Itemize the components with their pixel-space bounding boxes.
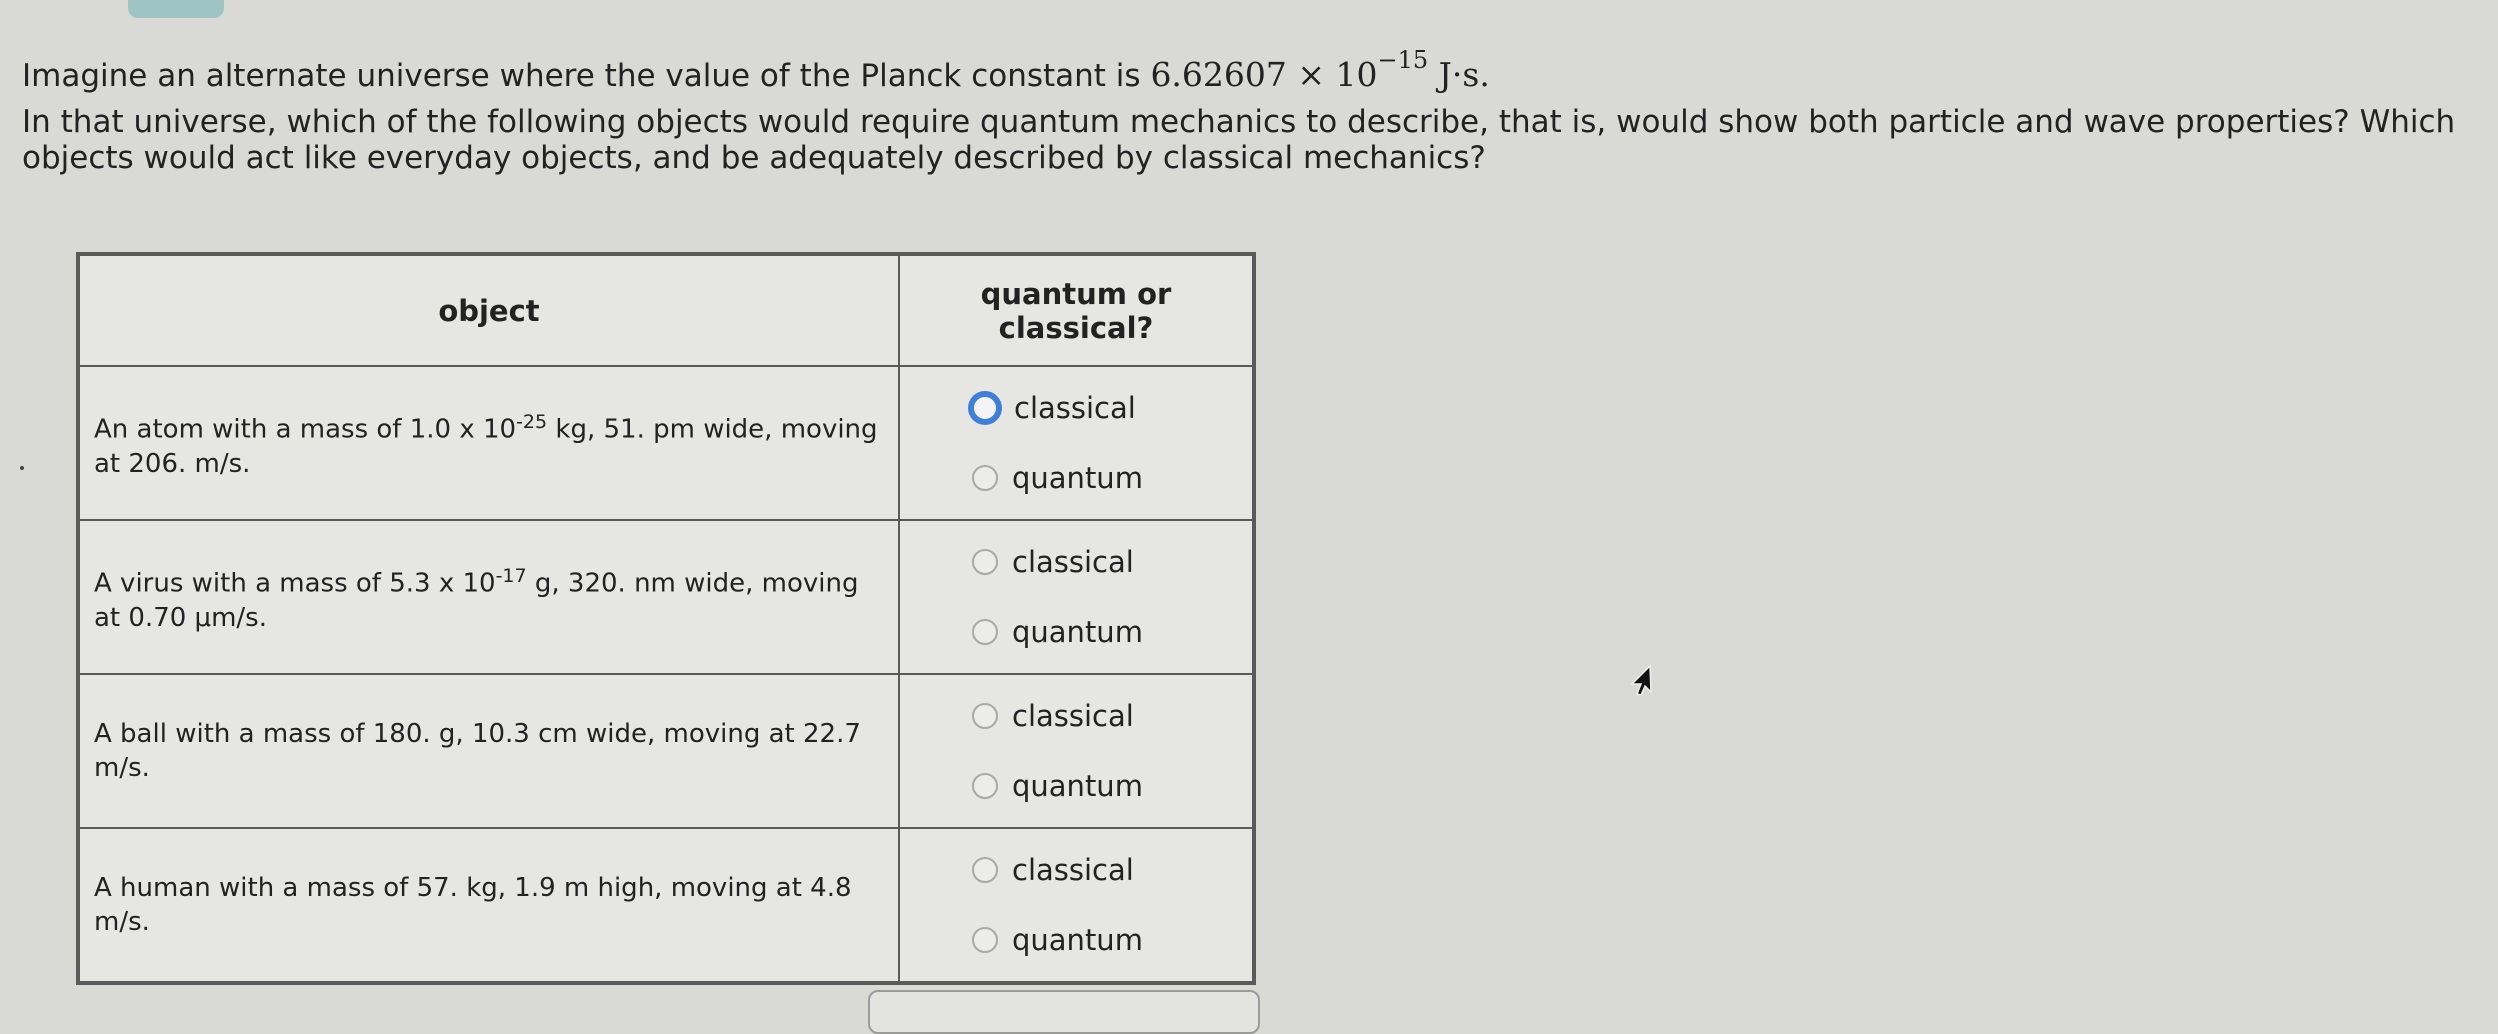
object-description (79, 674, 899, 828)
option-label: quantum (1012, 769, 1143, 804)
marker-dot (20, 466, 24, 470)
option-label: classical (1012, 699, 1134, 734)
choice-column-header: quantum or classical? (899, 255, 1253, 366)
object-description (79, 828, 899, 982)
planck-value (1150, 46, 1490, 94)
object-text-continued: kg, 51. pm wide, moving at 206. m/s. (94, 414, 878, 479)
question-paragraph: In that universe, which of the following objects would require quantum mechanics to describe, that is, would show both particle and wave properties? Which objects would act like everyday objects, and be adequately described by classical mechanics? (22, 104, 2456, 176)
object-text: A ball with a mass of 180. g, 10.3 cm wide, moving at 22.7 m/s. (94, 719, 861, 784)
option-label: quantum (1012, 615, 1143, 650)
option-label: quantum (1012, 461, 1143, 496)
answer-table (76, 252, 1256, 985)
option-classical[interactable] (972, 681, 1251, 751)
table-header-row (79, 255, 1253, 366)
question-intro: Imagine an alternate universe where the value of the Planck constant is (22, 58, 1151, 94)
object-text: A virus with a mass of 5.3 x 10 (94, 568, 496, 599)
table-row (79, 366, 1253, 520)
option-label: classical (1014, 391, 1136, 426)
object-text: A human with a mass of 57. kg, 1.9 m high, moving at 4.8 m/s. (94, 873, 852, 938)
option-classical[interactable] (972, 527, 1251, 597)
planck-unit: J·s. (1428, 55, 1490, 94)
radio-button[interactable] (972, 773, 998, 799)
mouse-pointer-icon (1628, 662, 1658, 698)
option-quantum[interactable] (972, 751, 1251, 821)
table-row (79, 828, 1253, 982)
choice-cell (899, 674, 1253, 828)
choice-cell (899, 366, 1253, 520)
radio-button[interactable] (972, 857, 998, 883)
option-classical[interactable] (972, 373, 1251, 443)
radio-button[interactable] (972, 619, 998, 645)
radio-button[interactable] (968, 391, 1002, 425)
option-classical[interactable] (972, 835, 1251, 905)
object-column-header: object (79, 255, 899, 366)
table-row (79, 520, 1253, 674)
object-description (79, 366, 899, 520)
planck-mantissa: 6.62607 × 10 (1150, 55, 1378, 94)
submit-button[interactable] (868, 990, 1260, 1034)
radio-button[interactable] (972, 703, 998, 729)
option-quantum[interactable] (972, 597, 1251, 667)
object-text: An atom with a mass of 1.0 x 10 (94, 414, 517, 445)
mass-exponent: -17 (495, 565, 527, 588)
table-row (79, 674, 1253, 828)
object-description (79, 520, 899, 674)
radio-button[interactable] (972, 927, 998, 953)
radio-button[interactable] (972, 549, 998, 575)
radio-button[interactable] (972, 465, 998, 491)
question-line1 (22, 46, 1490, 96)
choice-cell (899, 520, 1253, 674)
mass-exponent: -25 (516, 411, 548, 434)
top-tab[interactable] (128, 0, 224, 18)
option-label: quantum (1012, 923, 1143, 958)
object-text-continued: g, 320. nm wide, moving at 0.70 μm/s. (94, 568, 859, 633)
option-label: classical (1012, 545, 1134, 580)
choice-cell (899, 828, 1253, 982)
option-quantum[interactable] (972, 905, 1251, 975)
planck-exponent: −15 (1377, 46, 1429, 74)
option-label: classical (1012, 853, 1134, 888)
option-quantum[interactable] (972, 443, 1251, 513)
